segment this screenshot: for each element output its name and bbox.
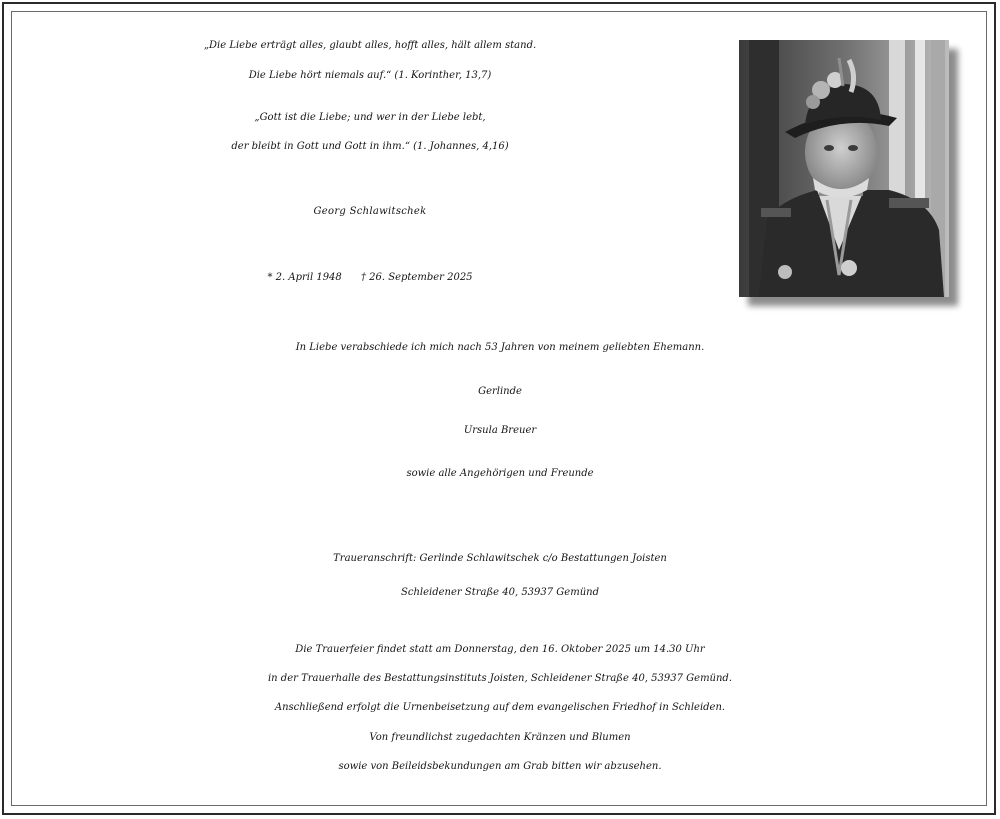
ceremony-line-4: Von freundlichst zugedachten Kränzen und Blumen	[369, 732, 631, 743]
ceremony-line-1: Die Trauerfeier findet statt am Donnerstag, den 16. Oktober 2025 um 14.30 Uhr	[295, 644, 705, 655]
mourning-address-line-2: Schleidener Straße 40, 53937 Gemünd	[401, 587, 599, 598]
mourner-1: Gerlinde	[478, 386, 522, 397]
quote-2-line-2: der bleibt in Gott und Gott in ihm.“ (1. Johannes, 4,16)	[231, 141, 509, 152]
intro-text: In Liebe verabschiede ich mich nach 53 Jahren von meinem geliebten Ehemann.	[295, 342, 705, 353]
mourner-2: Ursula Breuer	[463, 425, 537, 436]
birth-date: * 2. April 1948	[267, 272, 342, 283]
mourner-3: sowie alle Angehörigen und Freunde	[406, 468, 594, 479]
ceremony-line-3: Anschließend erfolgt die Urnenbeisetzung auf dem evangelischen Friedhof in Schleiden.	[274, 702, 726, 713]
deceased-name: Georg Schlawitschek	[313, 206, 427, 217]
life-dates	[30, 272, 710, 283]
mourning-address-line-1: Traueranschrift: Gerlinde Schlawitschek c/o Bestattungen Joisten	[333, 553, 667, 564]
quote-2-line-1: „Gott ist die Liebe; und wer in der Liebe lebt,	[254, 112, 486, 123]
portrait-photo-illustration	[739, 40, 949, 297]
ceremony-line-2: in der Trauerhalle des Bestattungsinstituts Joisten, Schleidener Straße 40, 53937 Gemünd.	[267, 673, 733, 684]
quote-1-line-2: Die Liebe hört niemals auf.“ (1. Korinther, 13,7)	[248, 70, 492, 81]
quote-1-line-1: „Die Liebe erträgt alles, glaubt alles, hofft alles, hält allem stand.	[203, 40, 537, 51]
death-date: † 26. September 2025	[360, 272, 473, 283]
portrait-photo	[739, 40, 949, 297]
ceremony-line-5: sowie von Beileidsbekundungen am Grab bitten wir abzusehen.	[338, 761, 662, 772]
